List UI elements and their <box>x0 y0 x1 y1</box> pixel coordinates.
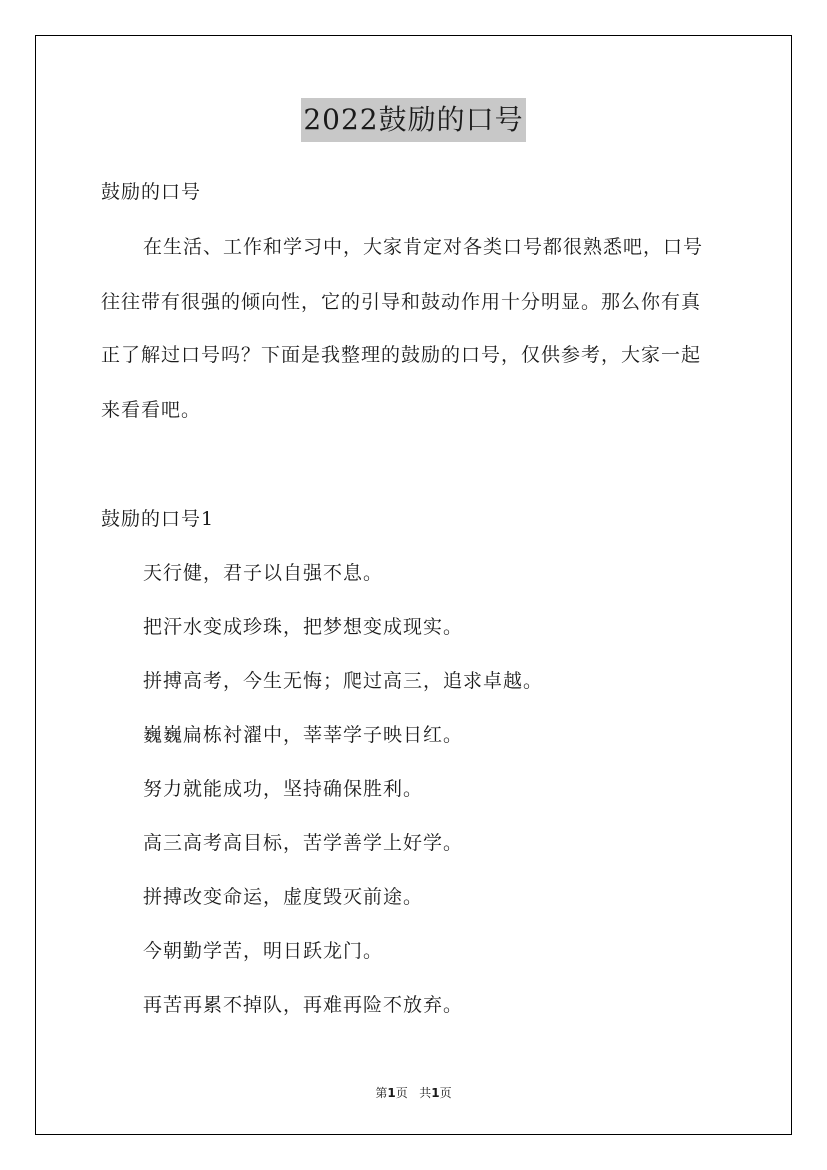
intro-line-4: 来看看吧。 <box>101 399 202 421</box>
page-footer <box>0 1084 827 1101</box>
slogan-item: 再苦再累不掉队，再难再险不放弃。 <box>143 994 464 1016</box>
page-prefix: 第 <box>375 1086 388 1100</box>
section-heading-1: 鼓励的口号1 <box>101 508 215 530</box>
document-title-block <box>0 98 827 142</box>
slogan-item: 今朝勤学苦，明日跃龙门。 <box>143 940 384 962</box>
slogan-item: 天行健，君子以自强不息。 <box>143 562 384 584</box>
total-prefix: 共 <box>419 1086 432 1100</box>
page-suffix: 页 <box>395 1086 408 1100</box>
slogan-item: 巍巍扁栋衬濯中，莘莘学子映日红。 <box>143 724 464 746</box>
intro-line-3: 正了解过口号吗？下面是我整理的鼓励的口号，仅供参考，大家一起 <box>101 344 702 366</box>
slogan-item: 拼搏高考，今生无悔；爬过高三，追求卓越。 <box>143 670 544 692</box>
total-suffix: 页 <box>439 1086 452 1100</box>
intro-line-1: 在生活、工作和学习中，大家肯定对各类口号都很熟悉吧，口号 <box>143 236 704 258</box>
page-number: 1 <box>387 1086 396 1100</box>
slogan-item: 把汗水变成珍珠，把梦想变成现实。 <box>143 616 464 638</box>
slogan-item: 高三高考高目标，苦学善学上好学。 <box>143 832 464 854</box>
slogan-item: 努力就能成功，坚持确保胜利。 <box>143 778 424 800</box>
intro-line-2: 往往带有很强的倾向性，它的引导和鼓动作用十分明显。那么你有真 <box>101 291 702 313</box>
slogan-item: 拼搏改变命运，虚度毁灭前途。 <box>143 886 424 908</box>
section-heading: 鼓励的口号 <box>101 181 202 203</box>
total-pages: 1 <box>431 1086 440 1100</box>
document-title: 2022鼓励的口号 <box>301 98 525 142</box>
